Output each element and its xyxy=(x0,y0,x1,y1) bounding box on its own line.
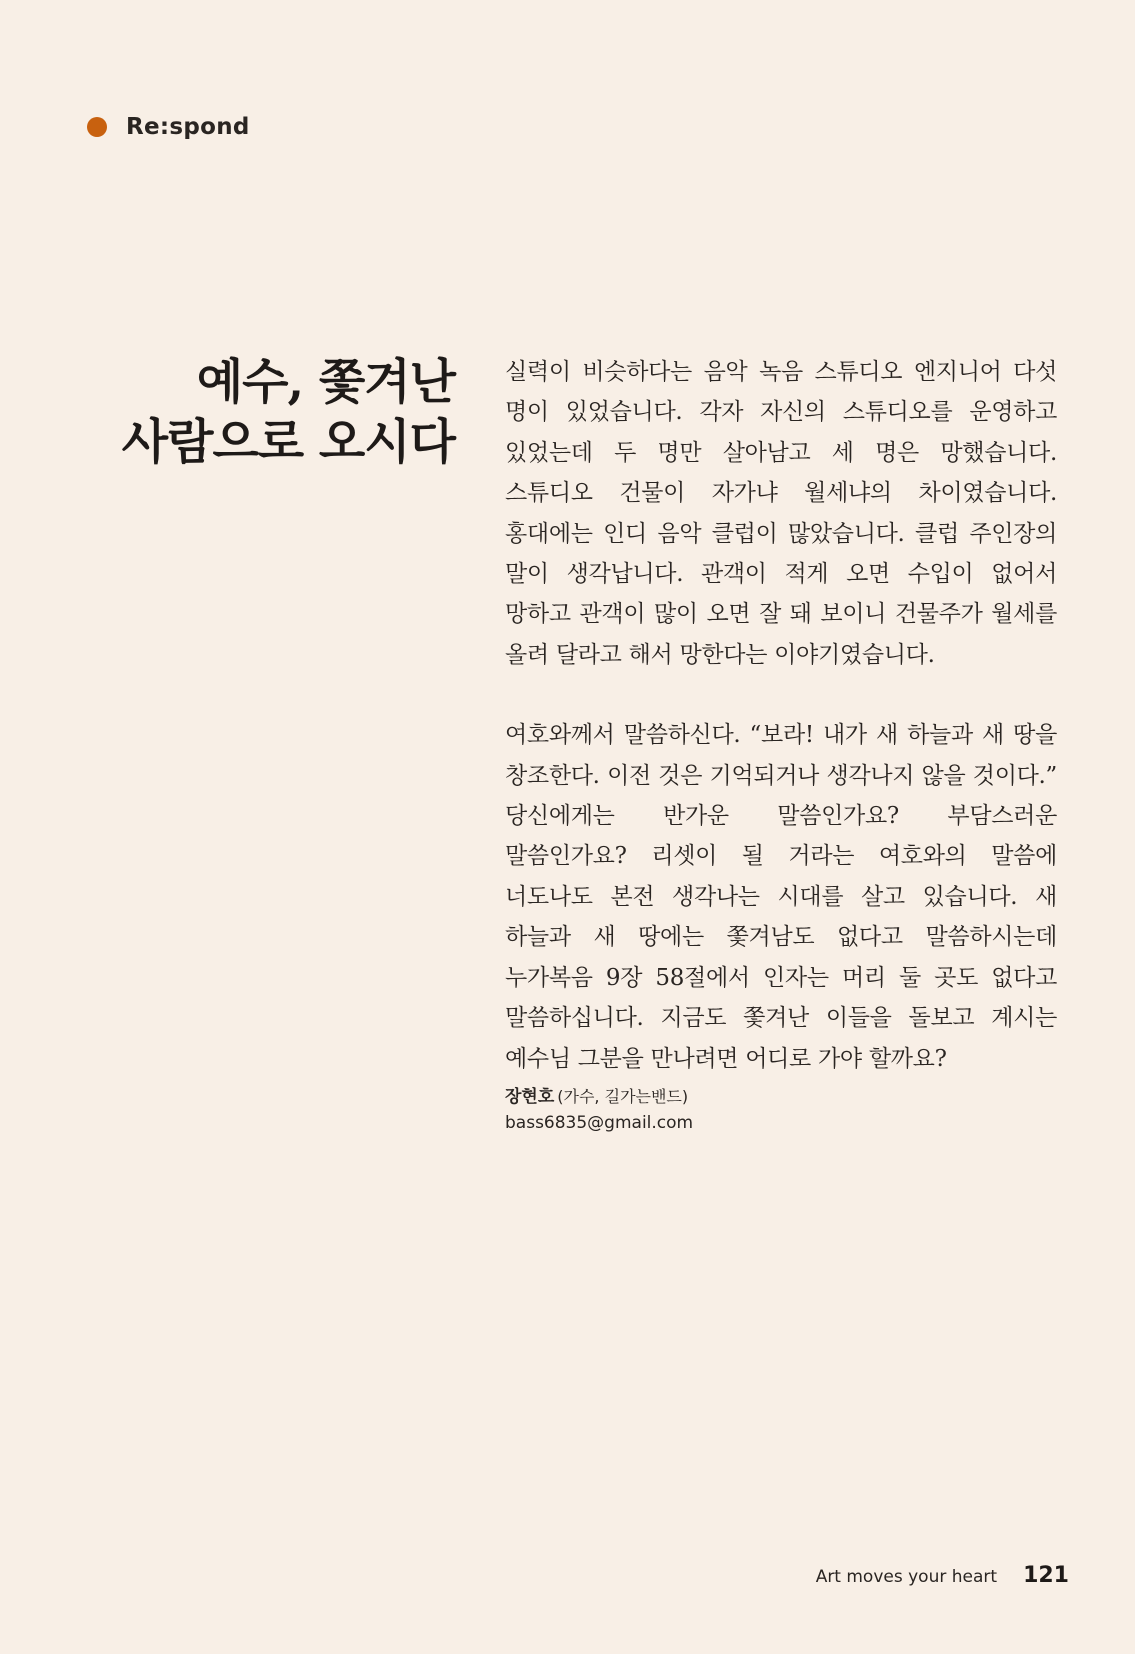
footer-tagline: Art moves your heart xyxy=(815,1567,998,1587)
article-paragraph-1: 실력이 비슷하다는 음악 녹음 스튜디오 엔지니어 다섯 명이 있었습니다. 각자 자신의 스튜디오를 운영하고 있었는데 두 명만 살아남고 세 명은 망했습니다. 스튜디오 건물이 자가냐 월세냐의 차이였습니다. 홍대에는 인디 음악 클럽이 많았습니다. 클럽 주인장의 말이 생각납니다. 관객이 적게 오면 수입이 없어서 망하고 관객이 많이 오면 잘 돼 보이니 건물주가 월세를 올려 달라고 해서 망한다는 이야기였습니다. xyxy=(505,359,1057,668)
author-name: 장현호 xyxy=(505,1087,555,1107)
author-line xyxy=(505,1084,693,1110)
article-title xyxy=(122,352,455,472)
article-title-line-1: 예수, 쫓겨난 xyxy=(196,354,455,410)
author-byline xyxy=(505,1084,693,1136)
section-name: Re:spond xyxy=(126,114,250,140)
article-paragraph-2: 여호와께서 말씀하신다. “보라! 내가 새 하늘과 새 땅을 창조한다. 이전 것은 기억되거나 생각나지 않을 것이다.” 당신에게는 반가운 말씀인가요? 부담스러운 말씀인가요? 리셋이 될 거라는 여호와의 말씀에 너도나도 본전 생각나는 시대를 살고 있습니다. 새 하늘과 새 땅에는 쫓겨남도 없다고 말씀하시는데 누가복음 9장 58절에서 인자는 머리 둘 곳도 없다고 말씀하십니다. 지금도 쫓겨난 이들을 돌보고 계시는 예수님 그분을 만나려면 어디로 가야 할까요? xyxy=(505,722,1057,1072)
section-bullet-icon xyxy=(87,117,107,137)
author-role: (가수, 길가는밴드) xyxy=(557,1087,689,1106)
article-title-line-2: 사람으로 오시다 xyxy=(121,414,455,470)
author-email: bass6835@gmail.com xyxy=(505,1113,694,1133)
page-number: 121 xyxy=(1023,1563,1069,1588)
page-footer xyxy=(816,1563,1069,1588)
section-label xyxy=(87,114,250,140)
article-body xyxy=(505,352,1057,1079)
